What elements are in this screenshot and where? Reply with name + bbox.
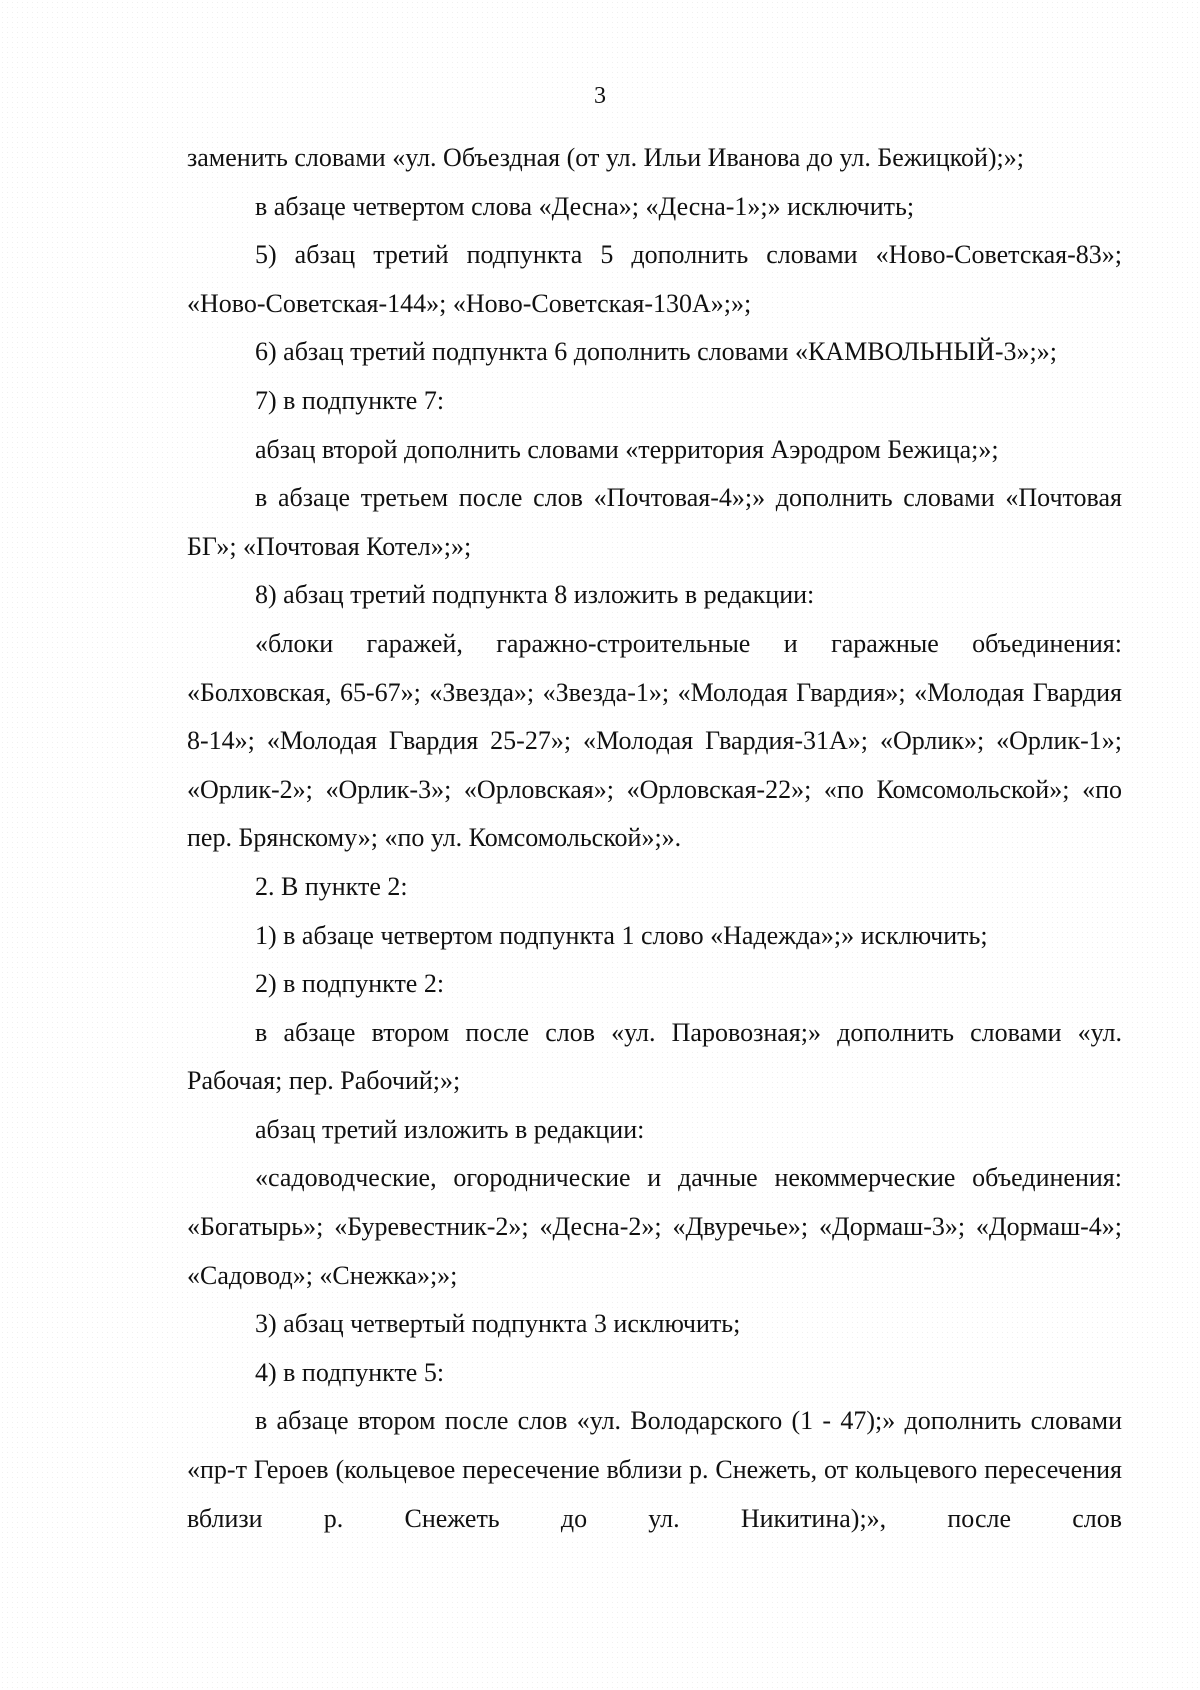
paragraph: 1) в абзаце четвертом подпункта 1 слово «Надежда»;» исключить; [255,920,988,950]
paragraph: в абзаце втором после слов «ул. Паровозная;» дополнить словами «ул. Рабочая; пер. Рабочий;»; [187,1017,1122,1096]
paragraph: «блоки гаражей, гаражно-строительные и гаражные объединения: «Болховская, 65-67»; «Звезда»; «Звезда-1»; «Молодая Гвардия»; «Молодая Гвардия 8-14»; «Молодая Гвардия 25-27»; «Молодая Гвардия-31А»; «Орлик»; «Орлик-1»; «Орлик-2»; «Орлик-3»; «Орловская»; «Орловская-22»; «по Комсомольской»; «по пер. Брянскому»; «по ул. Комсомольской»;». [187,628,1122,853]
paragraph: 2) в подпункте 2: [255,969,445,999]
paragraph: в абзаце втором после слов «ул. Володарского (1 - 47);» дополнить словами «пр-т Героев (кольцевое пересечение вблизи р. Снежеть, от кольцевого пересечения вблизи р. Снежеть до ул. Никитина);», после слов [187,1406,1122,1533]
paragraph: 7) в подпункте 7: [255,385,445,415]
paragraph: в абзаце четвертом слова «Десна»; «Десна-1»;» исключить; [255,191,915,221]
paragraph: 3) абзац четвертый подпункта 3 исключить; [255,1309,741,1339]
paragraph: абзац третий изложить в редакции: [255,1114,645,1144]
document-body [187,134,1122,1543]
paragraph: «садоводческие, огороднические и дачные некоммерческие объединения: «Богатырь»; «Буревестник-2»; «Десна-2»; «Двуречье»; «Дормаш-3»; «Дормаш-4»; «Садовод»; «Снежка»;»; [187,1163,1122,1290]
paragraph: 2. В пункте 2: [255,871,408,901]
paragraph: 4) в подпункте 5: [255,1357,445,1387]
paragraph: в абзаце третьем после слов «Почтовая-4»;» дополнить словами «Почтовая БГ»; «Почтовая Котел»;»; [187,483,1122,561]
paragraph: 8) абзац третий подпункта 8 изложить в редакции: [255,580,815,610]
paragraph: 6) абзац третий подпункта 6 дополнить словами «КАМВОЛЬНЫЙ-3»;»; [255,337,1057,367]
paragraph-continuation: заменить словами «ул. Объездная (от ул. Ильи Иванова до ул. Бежицкой);»; [187,143,1024,172]
paragraph: 5) абзац третий подпункта 5 дополнить словами «Ново-Советская-83»; «Ново-Советская-144»; «Ново-Советская-130А»;»; [187,240,1122,318]
page-number: 3 [594,83,606,109]
paragraph: абзац второй дополнить словами «территория Аэродром Бежица;»; [255,434,999,464]
